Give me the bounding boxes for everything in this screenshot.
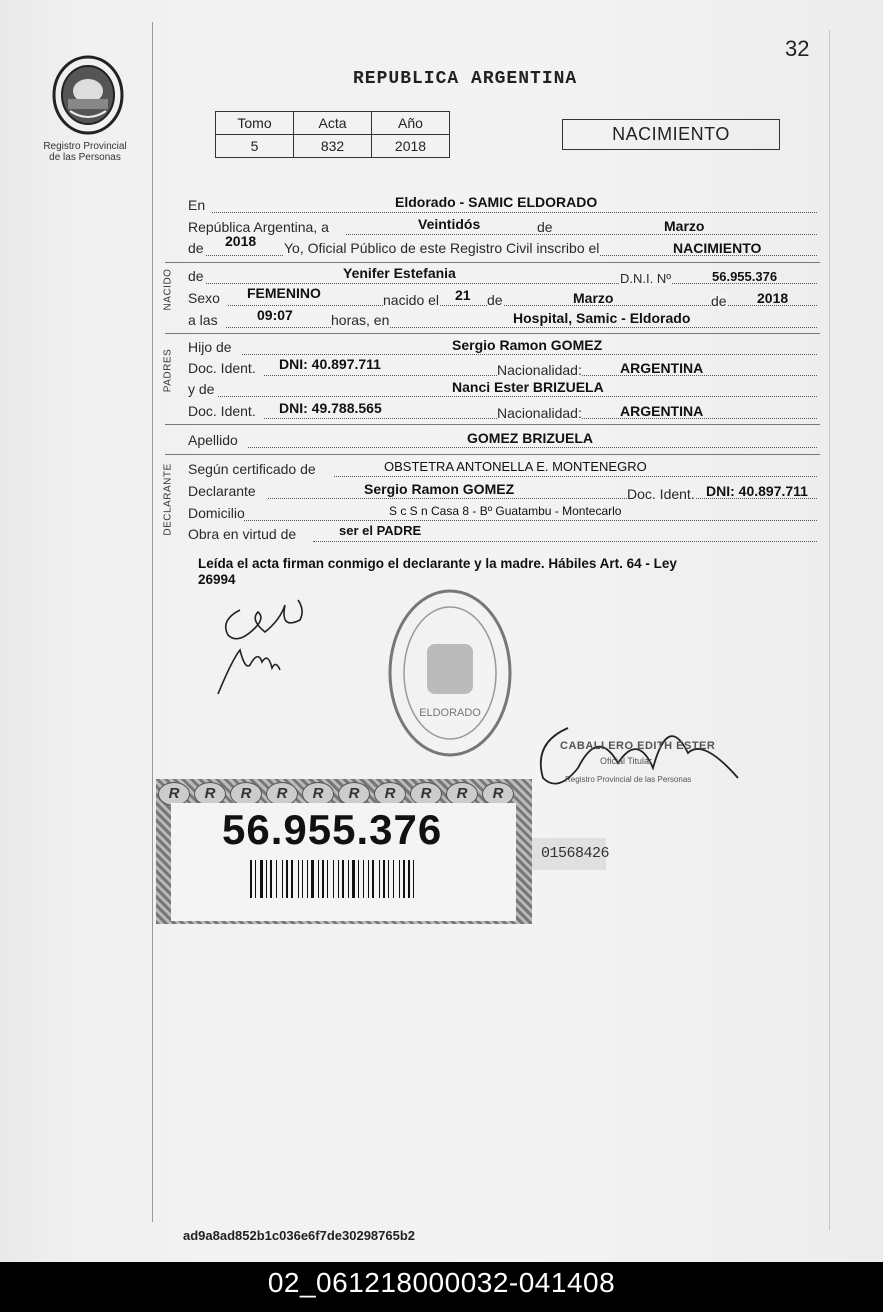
- sticker-r-7: R: [374, 782, 406, 806]
- padres-top-rule: [165, 333, 820, 334]
- barcode-bar: [338, 860, 339, 898]
- day-text: Veintidós: [418, 216, 481, 232]
- sticker-r-6: R: [338, 782, 370, 806]
- republica-dotline: [346, 234, 817, 235]
- barcode-bar: [413, 860, 414, 898]
- oficial-text: Yo, Oficial Público de este Registro Civil inscribo el: [284, 240, 600, 256]
- de-label-2: de: [188, 240, 204, 256]
- barcode-bar: [333, 860, 334, 898]
- nacido-top-rule: [165, 262, 820, 263]
- acta-value: 832: [294, 135, 372, 158]
- birth-month: Marzo: [573, 290, 614, 306]
- registry-table-values: [216, 135, 450, 158]
- hijo-de-label: Hijo de: [188, 339, 232, 355]
- sticker-r-8: R: [410, 782, 442, 806]
- declarante-side-label: DECLARANTE: [162, 463, 174, 536]
- barcode-bar: [282, 860, 283, 898]
- sticker-r-5: R: [302, 782, 334, 806]
- ano-value: 2018: [372, 135, 450, 158]
- mother-nationality: ARGENTINA: [620, 403, 704, 419]
- sticker-r-3: R: [230, 782, 262, 806]
- declarante-doc: DNI: 40.897.711: [706, 483, 808, 499]
- document-hash: ad9a8ad852b1c036e6f7de30298765b2: [183, 1228, 416, 1243]
- registry-table: [215, 111, 450, 158]
- cert-label: Según certificado de: [188, 461, 316, 477]
- barcode-bar: [408, 860, 410, 898]
- nacido-side-label: NACIDO: [162, 268, 174, 311]
- barcode-bar: [318, 860, 319, 898]
- birth-day: 21: [455, 287, 471, 303]
- page-number: 32: [785, 36, 810, 61]
- sexo-dotline: [228, 305, 817, 306]
- barcode: [250, 860, 465, 900]
- sexo-value: FEMENINO: [247, 285, 321, 301]
- apellido-dotline: [248, 447, 817, 448]
- father-name: Sergio Ramon GOMEZ: [452, 337, 603, 353]
- officer-signature: [528, 708, 748, 798]
- domicilio-dotline: [244, 520, 817, 521]
- child-name: Yenifer Estefania: [343, 265, 456, 281]
- barcode-bar: [298, 860, 299, 898]
- barcode-bar: [270, 860, 272, 898]
- mother-nat-label: Nacionalidad:: [497, 405, 582, 421]
- misiones-seal-logo: [48, 55, 128, 137]
- de-label-a: de: [487, 292, 503, 308]
- mother-doc-label: Doc. Ident.: [188, 403, 256, 419]
- padres-side-label: PADRES: [162, 348, 174, 393]
- acta-header: Acta: [294, 112, 372, 135]
- officer-stamp-office: Registro Provincial de las Personas: [565, 775, 692, 784]
- obra-dotline: [313, 541, 817, 542]
- barcode-bar: [250, 860, 252, 898]
- barcode-bar: [342, 860, 344, 898]
- obra-label: Obra en virtud de: [188, 526, 297, 542]
- registry-caption: [0, 141, 170, 163]
- round-registry-stamp: [385, 586, 515, 761]
- sticker-r-9: R: [446, 782, 478, 806]
- page-edge: [152, 22, 153, 1222]
- cert-dotline: [334, 476, 817, 477]
- sticker-number: 56.955.376: [222, 806, 443, 853]
- en-label: En: [188, 197, 206, 213]
- horas-en-label: horas, en: [331, 312, 390, 328]
- barcode-bar: [403, 860, 405, 898]
- nacido-el-label: nacido el: [383, 292, 440, 308]
- apellido-top-rule: [165, 424, 820, 425]
- child-dni: 56.955.376: [712, 269, 778, 284]
- barcode-bar: [266, 860, 267, 898]
- barcode-bar: [260, 860, 263, 898]
- barcode-bar: [302, 860, 303, 898]
- barcode-bar: [307, 860, 308, 898]
- barcode-bar: [399, 860, 400, 898]
- declarante-top-rule: [165, 454, 820, 455]
- barcode-bar: [286, 860, 288, 898]
- barcode-bar: [358, 860, 359, 898]
- domicilio-value: S c S n Casa 8 - Bº Guatambu - Montecarlo: [389, 504, 622, 518]
- barcode-bar: [327, 860, 328, 898]
- de-label-1: de: [537, 219, 553, 235]
- en-dotline: [212, 212, 817, 213]
- apellido-value: GOMEZ BRIZUELA: [467, 430, 593, 446]
- round-stamp-city: ELDORADO: [419, 707, 481, 719]
- registry-caption-line2: de las Personas: [49, 152, 121, 163]
- closing-text-2: 26994: [198, 572, 236, 587]
- de-label-b: de: [711, 293, 727, 309]
- time-dotline: [226, 327, 817, 328]
- month-text: Marzo: [664, 218, 705, 234]
- mother-name: Nanci Ester BRIZUELA: [452, 379, 604, 395]
- obra-value: ser el PADRE: [339, 523, 422, 538]
- nacido-de-label: de: [188, 268, 204, 284]
- father-doc: DNI: 40.897.711: [279, 356, 381, 372]
- father-doc-label: Doc. Ident.: [188, 360, 256, 376]
- barcode-bar: [383, 860, 385, 898]
- father-nationality: ARGENTINA: [620, 360, 704, 376]
- sticker-r-1: R: [158, 782, 190, 806]
- mother-dotline: [218, 396, 817, 397]
- barcode-bar: [322, 860, 324, 898]
- sticker-r-4: R: [266, 782, 298, 806]
- barcode-bar: [363, 860, 364, 898]
- declarant-signature: [210, 590, 320, 700]
- sexo-label: Sexo: [188, 290, 220, 306]
- a-las-label: a las: [188, 312, 218, 328]
- ano-header: Año: [372, 112, 450, 135]
- decl-doc-label: Doc. Ident.: [627, 486, 695, 502]
- barcode-bar: [255, 860, 256, 898]
- act-word: NACIMIENTO: [673, 240, 762, 256]
- y-de-label: y de: [188, 381, 215, 397]
- registry-table-header: [216, 112, 450, 135]
- declarante-name: Sergio Ramon GOMEZ: [364, 481, 515, 497]
- declarante-label: Declarante: [188, 483, 256, 499]
- footer-id: 02_061218000032-041408: [267, 1267, 616, 1298]
- father-nat-label: Nacionalidad:: [497, 362, 582, 378]
- father-dotline: [242, 354, 817, 355]
- sticker-r-2: R: [194, 782, 226, 806]
- barcode-bar: [368, 860, 369, 898]
- dni-label: D.N.I. Nº: [620, 271, 671, 286]
- cert-value: OBSTETRA ANTONELLA E. MONTENEGRO: [384, 459, 647, 474]
- tomo-value: 5: [216, 135, 294, 158]
- sticker-r-10: R: [482, 782, 514, 806]
- en-value: Eldorado - SAMIC ELDORADO: [395, 194, 598, 210]
- barcode-bar: [388, 860, 389, 898]
- barcode-bar: [348, 860, 349, 898]
- barcode-bar: [291, 860, 293, 898]
- officer-stamp-name: CABALLERO EDITH ESTER: [560, 740, 716, 752]
- country-title: REPUBLICA ARGENTINA: [353, 69, 578, 89]
- birth-place: Hospital, Samic - Eldorado: [513, 310, 691, 326]
- barcode-bar: [276, 860, 277, 898]
- birth-time: 09:07: [257, 307, 293, 323]
- serial-number: 01568426: [541, 845, 610, 862]
- apellido-label: Apellido: [188, 432, 238, 448]
- republica-label: República Argentina, a: [188, 219, 329, 235]
- domicilio-label: Domicilio: [188, 505, 245, 521]
- tomo-header: Tomo: [216, 112, 294, 135]
- act-type-box: NACIMIENTO: [562, 119, 780, 150]
- barcode-bar: [372, 860, 374, 898]
- barcode-bar: [379, 860, 380, 898]
- officer-stamp-role: Oficial Titular: [600, 756, 653, 766]
- year-value: 2018: [225, 233, 257, 249]
- registry-caption-line1: Registro Provincial: [43, 141, 127, 152]
- barcode-bar: [352, 860, 355, 898]
- page-right-edge: [829, 30, 830, 1230]
- birth-year: 2018: [757, 290, 789, 306]
- barcode-bar: [311, 860, 314, 898]
- barcode-bar: [393, 860, 394, 898]
- mother-doc: DNI: 49.788.565: [279, 400, 382, 416]
- closing-text: Leída el acta firman conmigo el declarante y la madre. Hábiles Art. 64 - Ley: [198, 556, 677, 571]
